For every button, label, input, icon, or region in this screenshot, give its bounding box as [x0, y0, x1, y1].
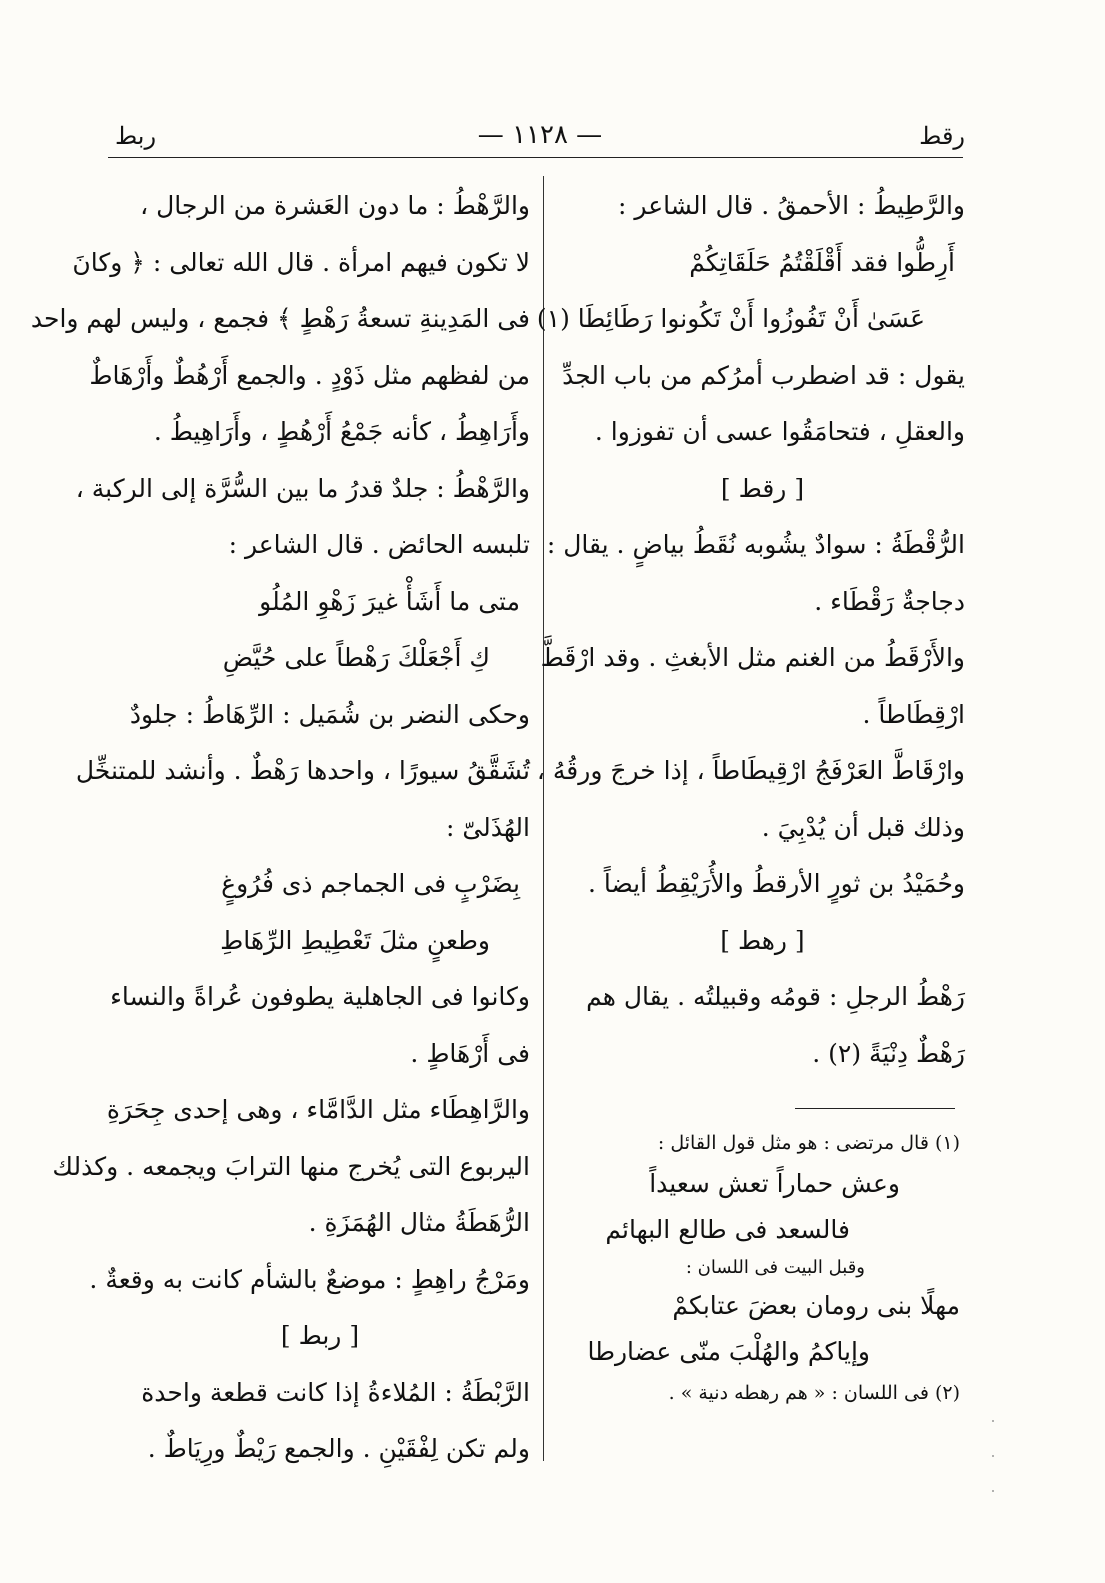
footnote-1: (١) قال مرتضى : هو مثل قول القائل : — [657, 1132, 960, 1154]
left-column — [30, 178, 530, 1478]
section-heading: [ رهط ] — [720, 925, 805, 955]
verse-line: متى ما أَشَأْ غيرَ زَهْوِ المُلُو — [259, 586, 520, 616]
text-line: والرَّطِيطُ : الأحمقُ . قال الشاعر : — [618, 191, 965, 220]
footnote-verse: مهلًا بنى رومان بعضَ عتابكمْ — [672, 1291, 960, 1320]
right-column — [536, 178, 965, 1082]
text-line: والعقلِ ، فتحامَقُوا عسى أن تفوزوا . — [594, 417, 965, 446]
text-line: دجاجةٌ رَقْطَاء . — [814, 586, 965, 616]
text-line: يقول : قد اضطرب أمرُكم من باب الجدِّ — [562, 360, 965, 390]
footnote-rule — [795, 1108, 955, 1109]
text-line: فى أَرْهَاطٍ . — [410, 1038, 530, 1068]
footnote-2: (٢) فى اللسان : « هم رهطه دنية » . — [668, 1382, 960, 1404]
text-line: وأَرَاهِطُ ، كأنه جَمْعُ أَرْهُطٍ ، وأَرَاهِيطُ . — [153, 417, 530, 446]
text-line: وارْقَاطَّ العَرْفَجُ ارْقِيطَاطاً ، إذا خرجَ ورقُهُ ، — [536, 756, 965, 785]
page-number: — ١١٢٨ — — [477, 120, 603, 150]
footnote-verse: فالسعد فى طالع البهائم — [605, 1215, 850, 1244]
header-root-word-right: رقط — [919, 122, 965, 150]
text-line: الرَّبْطَةُ : المُلاءةُ إذا كانت قطعة واحدة — [141, 1377, 530, 1407]
text-line: لا تكون فيهم امرأة . قال الله تعالى : ﴿ وكانَ — [72, 247, 530, 277]
text-line: والرَّهْطُ : ما دون العَشرة من الرجال ، — [140, 191, 530, 220]
footnote-note: وقبل البيت فى اللسان : — [685, 1257, 865, 1278]
scan-speck — [992, 1490, 994, 1492]
text-line: من لفظهم مثل ذَوْدٍ . والجمع أَرْهُطٌ وأَرْهَاطٌ — [89, 360, 530, 390]
text-line: وكانوا فى الجاهلية يطوفون عُراةً والنساء — [110, 982, 530, 1011]
text-line: ارْقِطَاطاً . — [862, 699, 965, 729]
footnote-verse: وعش حماراً تعش سعيداً — [649, 1169, 900, 1198]
header-rule — [108, 157, 963, 158]
scan-speck — [992, 1455, 994, 1457]
verse-line: كِ أَجْعَلْكَ رَهْطاً على حُيَّضِ — [222, 643, 490, 672]
text-line: الهُذَلىّ : — [445, 812, 530, 842]
text-line: اليربوع التى يُخرج منها الترابَ ويجمعه . وكذلك — [52, 1151, 530, 1181]
footnote-verse: وإياكمُ والهُلْبَ منّى عضارطا — [587, 1337, 870, 1366]
text-line: فى المَدِينةِ تسعةُ رَهْطٍ ﴾ فجمع ، وليس لهم واحد — [30, 304, 530, 333]
section-heading: [ رقط ] — [720, 473, 805, 503]
text-line: الرُّقْطَةُ : سوادٌ يشُوبه نُقَطُ بياضٍ . يقال : — [546, 530, 965, 559]
column-divider — [543, 176, 544, 1461]
text-line: تلبسه الحائض . قال الشاعر : — [228, 530, 530, 559]
verse-line: عَسَىٰ أَنْ تَفُوزُوا أَنْ تَكُونوا رَطَائِطَا (١) — [536, 304, 925, 333]
verse-line: وطعنٍ مثلَ تَعْطِيطِ الرِّهَاطِ — [220, 925, 490, 955]
verse-line: بِضَرْبٍ فى الجماجم ذى فُرُوغٍ — [221, 869, 520, 898]
text-line: وذلك قبل أن يُدْبِيَ . — [761, 812, 965, 842]
section-heading: [ ربط ] — [280, 1321, 360, 1350]
text-line: تُشَقَّقُ سيورًا ، واحدها رَهْطٌ . وأنشد للمتنخِّل — [75, 756, 530, 785]
verse-line: أَرِطُّوا فقد أَقْلَقْتُمُ حَلَقَاتِكُمْ — [689, 247, 955, 277]
text-line: وحُمَيْدُ بن ثورٍ الأرقطُ والأُرَيْقِطُ أيضاً . — [587, 869, 965, 898]
text-line: والرَّهْطُ : جلدٌ قدرُ ما بين السُّرَّة إلى الركبة ، — [75, 473, 530, 503]
text-line: وحكى النضر بن شُمَيل : الرِّهَاطُ : جلودٌ — [129, 699, 530, 729]
text-line: والرَّاهِطَاء مثل الدَّامَّاء ، وهى إحدى جِحَرَةِ — [106, 1095, 530, 1124]
text-line: والأَرْقَطُ من الغنم مثل الأبغثِ . وقد ارْقَطَّ — [540, 643, 965, 672]
footnotes — [560, 1125, 960, 1411]
page-header — [115, 122, 965, 162]
text-line: ولم تكن لِفْقَيْنِ . والجمع رَيْطٌ ورِيَاطٌ . — [147, 1434, 530, 1463]
text-line: رَهْطُ الرجلِ : قومُه وقبيلتُه . يقال هم — [586, 982, 965, 1011]
text-line: ومَرْجُ راهِطٍ : موضعٌ بالشأم كانت به وقعةٌ . — [89, 1264, 530, 1294]
header-root-word-left: ربط — [115, 122, 157, 150]
scan-speck — [992, 1420, 994, 1422]
text-line: الرُّهَطَةُ مثال الهُمَزَةِ . — [308, 1208, 530, 1237]
text-line: رَهْطٌ دِنْيَةً (٢) . — [812, 1038, 965, 1068]
